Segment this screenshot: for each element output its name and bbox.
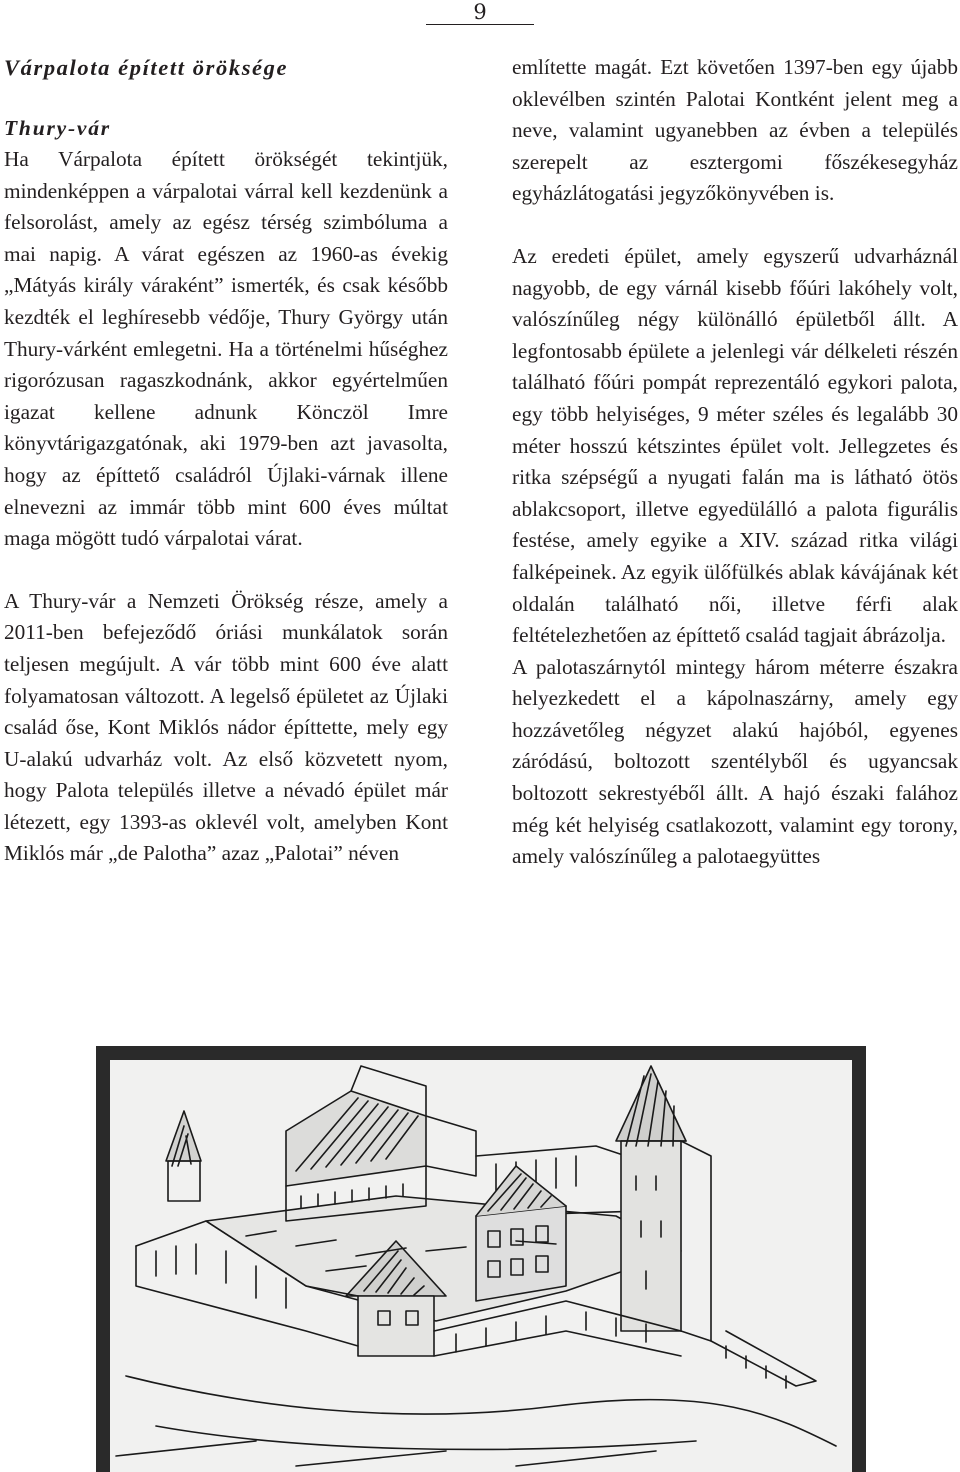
left-paragraph-2: A Thury-vár a Nemzeti Örökség része, amely a 2011-ben befejeződő óriási munkálatok során teljesen megújult. A vár több mint 600 éve alatt folyamatosan változott. A legelső épületet az Újlaki család őse, Kont Miklós nádor építtette, mely egy U-alakú udvarház volt. Az első közvetett nyom, hogy Palota település illetve a névadó épület már létezett, egy 1393-as oklevél volt, amelyben Kont Miklós már „de Palotha” azaz „Palotai” néven bbox=[4, 588, 448, 866]
right-paragraph-2: Az eredeti épület, amely egyszerű udvarháznál nagyobb, de egy várnál kisebb főúri lakóhely volt, valószínűleg négy különálló épületből állt. A legfontosabb épülete a jelenlegi vár délkeleti részén található főúri pompát reprezentáló egykori palota, egy több helyiséges, 9 méter széles és legalább 30 méter hosszú kétszintes épület volt. Jellegzetes és ritka szépségű a nyugati falán ma is látható ötös ablakcsoport, illetve egyedülálló a palota figurális festése, amely egyike a XIV. század ritka világi falképeinek. Az egyik ülőfülkés ablak kávájának két oldalán található női, illetve férfi alak feltételezhetően az építtető család tagjait ábrázolja. bbox=[512, 243, 958, 648]
right-column bbox=[512, 52, 958, 873]
right-paragraph-1: említette magát. Ezt követően 1397-ben egy újabb oklevélben szintén Palotai Kontként jelent meg a neve, valamint ugyanebben az évben a település szerepelt az esztergomi főszékesegyház egyházlátogatási jegyzőkönyvében is. bbox=[512, 55, 958, 206]
page-title: Várpalota épített öröksége bbox=[4, 55, 289, 80]
left-column bbox=[4, 52, 448, 870]
castle-illustration bbox=[96, 1046, 866, 1472]
section-heading: Thury-vár bbox=[4, 116, 111, 140]
castle-sketch-icon bbox=[96, 1046, 866, 1472]
right-paragraph-3: A palotaszárnytól mintegy három méterre északra helyezkedett el a kápolnaszárny, amely egy hozzávetőleg négyzet alakú hajóból, egyenes záródású, boltozott szentélyből és ugyancsak boltozott sekrestyéből állt. A hajó északi falához még két helyiség csatlakozott, valamint egy torony, amely valószínűleg a palotaegyüttes bbox=[512, 654, 958, 869]
page-number: 9 bbox=[426, 0, 534, 25]
left-paragraph-1: Ha Várpalota épített örökségét tekintjük, mindenképpen a várpalotai várral kell kezdenünk a felsorolást, amely az egész térség szimbóluma a mai napig. A várat egészen az 1960-as évekig „Mátyás király váraként” ismerték, és csak később kezdték el leghíresebb védője, Thury György után Thury-várként emlegetni. Ha a történelmi hűséghez rigorózusan ragaszkodnánk, akkor egyértelműen igazat kellene adnunk Könczöl Imre könyvtárigazgatónak, aki 1979-ben azt javasolta, hogy az építtető családról Újlaki-várnak illene elnevezni az immár több mint 600 éves múltat maga mögött tudó várpalotai várat. bbox=[4, 147, 448, 551]
